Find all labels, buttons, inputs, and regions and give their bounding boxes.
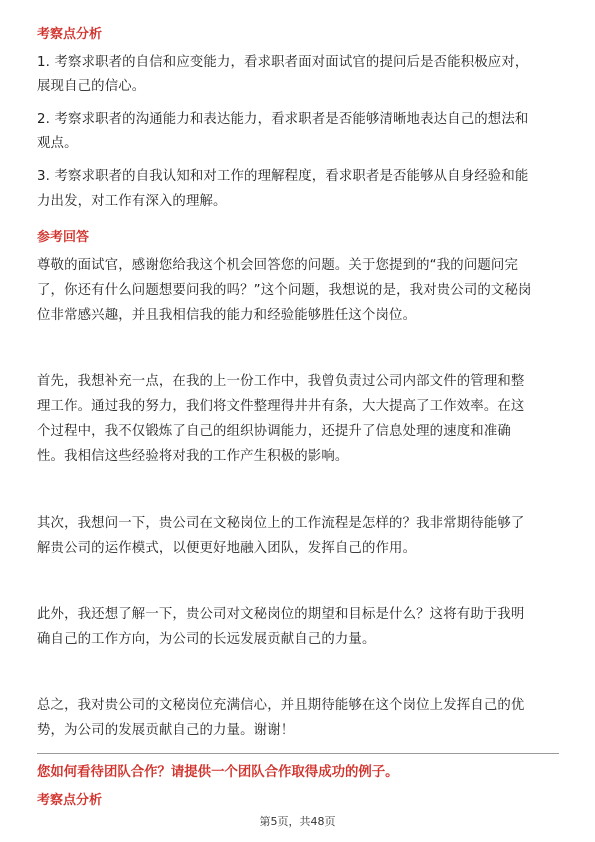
answer-line: 总之，我对贵公司的文秘岗位充满信心，并且期待能够在这个岗位上发挥自己的优 xyxy=(37,698,525,713)
answer-line: 势，为公司的发展贡献自己的力量。谢谢！ xyxy=(37,723,295,738)
section-heading-analysis-2: 考察点分析 xyxy=(37,793,103,808)
answer-line: 个过程中，我不仅锻炼了自己的组织协调能力，还提升了信息处理的速度和准确 xyxy=(37,424,511,439)
next-question: 您如何看待团队合作？请提供一个团队合作取得成功的例子。 xyxy=(37,765,399,780)
analysis-line: 3. 考察求职者的自我认知和对工作的理解程度，看求职者是否能够从自身经验和能 xyxy=(37,169,529,184)
answer-line: 首先，我想补充一点，在我的上一份工作中，我曾负责过公司内部文件的管理和整 xyxy=(37,374,525,389)
answer-line: 性。我相信这些经验将对我的工作产生积极的影响。 xyxy=(37,449,349,464)
section-heading-analysis: 考察点分析 xyxy=(37,27,103,42)
analysis-line: 2. 考察求职者的沟通能力和表达能力，看求职者是否能够清晰地表达自己的想法和 xyxy=(37,112,529,127)
page-number-footer: 第5页，共48页 xyxy=(259,815,336,828)
section-heading-answer: 参考回答 xyxy=(37,230,90,245)
answer-line: 确自己的工作方向，为公司的长远发展贡献自己的力量。 xyxy=(37,632,376,647)
analysis-line: 力出发，对工作有深入的理解。 xyxy=(37,194,227,209)
section-divider xyxy=(37,753,559,754)
analysis-line: 观点。 xyxy=(37,136,78,151)
analysis-line: 展现自己的信心。 xyxy=(37,79,146,94)
answer-line: 其次，我想问一下，贵公司在文秘岗位上的工作流程是怎样的？我非常期待能够了 xyxy=(37,516,525,531)
answer-line: 位非常感兴趣，并且我相信我的能力和经验能够胜任这个岗位。 xyxy=(37,308,417,323)
answer-line: 尊敬的面试官，感谢您给我这个机会回答您的问题。关于您提到的“我的问题问完 xyxy=(37,258,519,273)
analysis-line: 1. 考察求职者的自信和应变能力，看求职者面对面试官的提问后是否能积极应对， xyxy=(37,55,529,70)
answer-line: 理工作。通过我的努力，我们将文件整理得井井有条，大大提高了工作效率。在这 xyxy=(37,399,525,414)
answer-line: 解贵公司的运作模式，以便更好地融入团队，发挥自己的作用。 xyxy=(37,541,417,556)
answer-line: 此外，我还想了解一下，贵公司对文秘岗位的期望和目标是什么？这将有助于我明 xyxy=(37,607,525,622)
answer-line: 了，你还有什么问题想要问我的吗？”这个问题，我想说的是，我对贵公司的文秘岗 xyxy=(37,283,532,298)
